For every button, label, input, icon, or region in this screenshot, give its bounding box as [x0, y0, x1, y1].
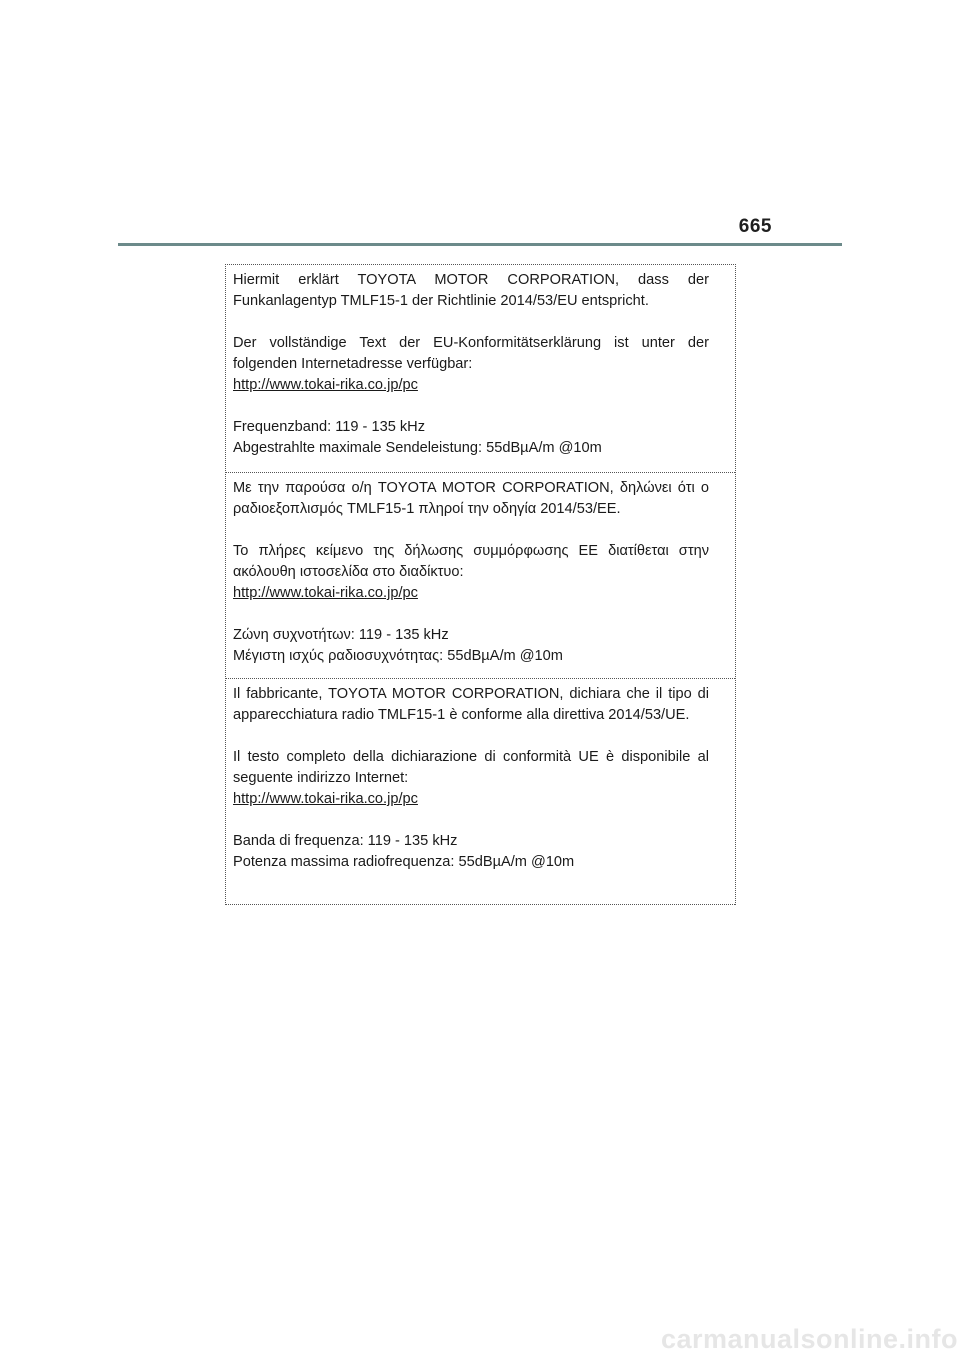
el-declaration-text: Με την παρούσα ο/η TOYOTA MOTOR CORPORATION, δηλώνει ότι ο ραδιοεξοπλισμός TMLF15-1 πληροί την οδηγία 2014/53/ΕΕ.	[233, 480, 709, 517]
watermark: carmanualsonline.info	[660, 1324, 958, 1354]
el-frequency-band: Ζώνη συχνοτήτων: 119 - 135 kHz	[233, 627, 449, 643]
de-max-power: Abgestrahlte maximale Sendeleistung: 55dBµA/m @10m	[233, 440, 602, 456]
it-max-power: Potenza massima radiofrequenza: 55dBµA/m @10m	[233, 854, 575, 870]
it-frequency-band: Banda di frequenza: 119 - 135 kHz	[233, 833, 458, 849]
el-url-link[interactable]: http://www.tokai-rika.co.jp/pc	[233, 585, 418, 601]
declaration-box	[225, 264, 736, 905]
el-availability-text: Το πλήρες κείμενο της δήλωσης συμμόρφωσης ΕΕ διατίθεται στην ακόλουθη ιστοσελίδα στο διαδίκτυο:	[233, 543, 709, 580]
it-availability-text: Il testo completo della dichiarazione di conformità UE è disponibile al seguente indirizzo Internet:	[233, 749, 709, 786]
it-availability	[233, 747, 709, 810]
header-rule	[118, 243, 842, 246]
el-availability	[233, 541, 709, 604]
de-declaration-text: Hiermit erklärt TOYOTA MOTOR CORPORATION, dass der Funkanlagentyp TMLF15-1 der Richtlinie 2014/53/EU entspricht.	[233, 272, 709, 309]
el-specs	[233, 625, 709, 667]
de-availability-text: Der vollständige Text der EU-Konformitätserklärung ist unter der folgenden Internetadresse verfügbar:	[233, 335, 709, 372]
de-specs	[233, 417, 709, 459]
section-italian	[226, 679, 735, 905]
it-specs	[233, 831, 709, 873]
section-german	[226, 265, 735, 473]
el-max-power: Μέγιστη ισχύς ραδιοσυχνότητας: 55dBµA/m @10m	[233, 648, 563, 664]
section-greek	[226, 473, 735, 679]
page-number: 665	[738, 216, 772, 237]
it-url-link[interactable]: http://www.tokai-rika.co.jp/pc	[233, 791, 418, 807]
de-frequency-band: Frequenzband: 119 - 135 kHz	[233, 419, 425, 435]
de-availability	[233, 333, 709, 396]
it-declaration-text: Il fabbricante, TOYOTA MOTOR CORPORATION, dichiara che il tipo di apparecchiatura radio TMLF15-1 è conforme alla direttiva 2014/53/UE.	[233, 686, 709, 723]
de-url-link[interactable]: http://www.tokai-rika.co.jp/pc	[233, 377, 418, 393]
